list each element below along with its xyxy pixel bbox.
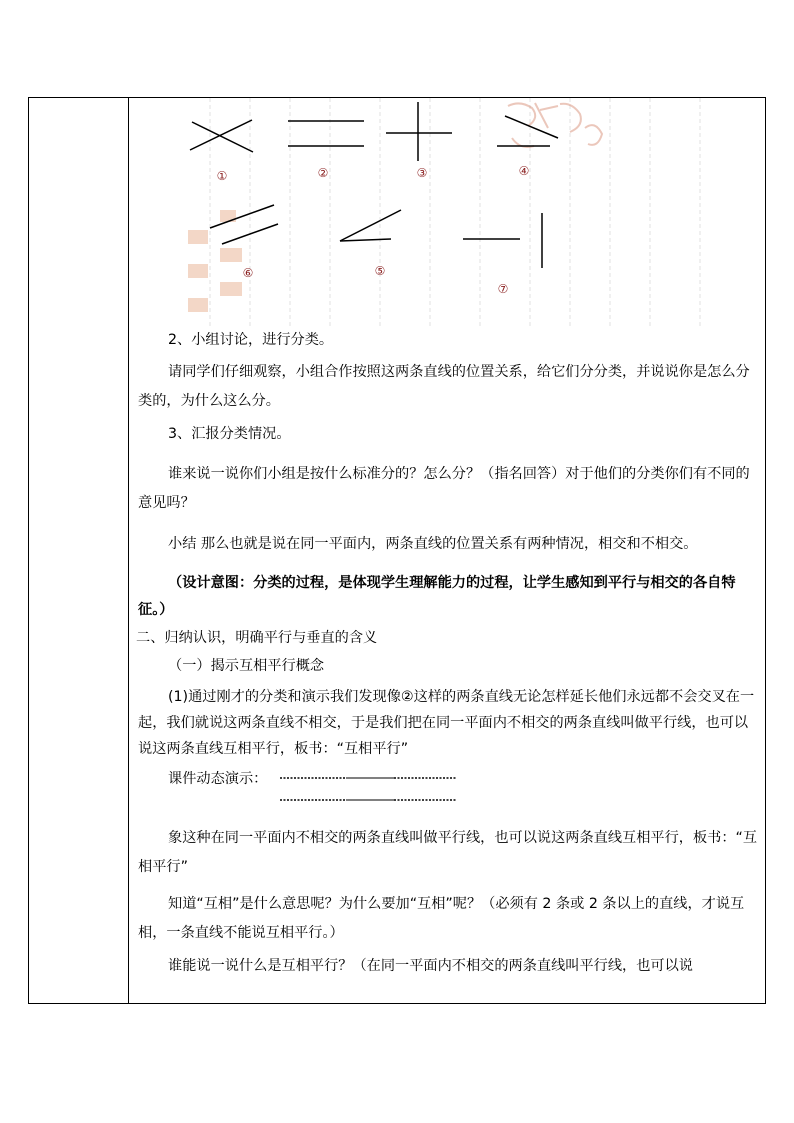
- demo-row: [138, 768, 762, 812]
- pair5-line-a: [340, 210, 401, 241]
- figure-label-7: ⑦: [497, 282, 509, 296]
- para2: 象这种在同一平面内不相交的两条直线叫做平行线，也可以说这两条直线互相平行，板书：“互相平行”: [138, 830, 758, 875]
- step3-text: 谁来说一说你们小组是按什么标准分的？怎么分？（指名回答）对于他们的分类你们有不同的意见吗？: [138, 466, 750, 511]
- parallel-demo-lines: [280, 768, 460, 808]
- para4: 谁能说一说什么是互相平行？（在同一平面内不相交的两条直线叫平行线，也可以说: [168, 958, 693, 974]
- pair1-line-b: [190, 120, 252, 150]
- summary-text: 小结 那么也就是说在同一平面内，两条直线的位置关系有两种情况，相交和不相交。: [168, 536, 698, 552]
- watermark-seal: [508, 103, 602, 147]
- figure-label-6: ⑥: [242, 266, 254, 280]
- pair6-line-a: [210, 205, 274, 228]
- section2-title: 二、归纳认识，明确平行与垂直的含义: [136, 630, 378, 646]
- design-intent: （设计意图：分类的过程，是体现学生理解能力的过程，让学生感知到平行与相交的各自特征。）: [138, 575, 736, 618]
- figure-label-2: ②: [317, 166, 329, 180]
- figure-label-5: ⑤: [374, 264, 386, 278]
- line-position-figure: [140, 98, 760, 326]
- pair5-line-b: [340, 239, 391, 241]
- pair1-line-a: [192, 122, 253, 152]
- figure-label-3: ③: [416, 166, 428, 180]
- table-column-divider: [128, 97, 129, 1004]
- demo-label: 课件动态演示：: [168, 771, 268, 787]
- figure-label-1: ①: [216, 169, 228, 183]
- step3-title: 3、汇报分类情况。: [168, 426, 291, 442]
- line-pairs: [190, 102, 558, 268]
- figure-label-4: ④: [518, 164, 530, 178]
- step2-title: 2、小组讨论，进行分类。: [168, 332, 334, 348]
- lesson-content: [138, 326, 762, 976]
- dashed-guides: [210, 98, 700, 326]
- sub1-title: （一）揭示互相平行概念: [168, 658, 325, 674]
- step2-text: 请同学们仔细观察，小组合作按照这两条直线的位置关系，给它们分分类，并说说你是怎么分类的，为什么这么分。: [138, 364, 750, 409]
- para3: 知道“互相”是什么意思呢？为什么要加“互相”呢？（必须有 2 条或 2 条以上的直线，才说互相，一条直线不能说互相平行。）: [138, 896, 745, 941]
- watermark-stamps: [188, 210, 242, 312]
- para1: (1)通过刚才的分类和演示我们发现像②这样的两条直线无论怎样延长他们永远都不会交叉在一起，我们就说这两条直线不相交，于是我们把在同一平面内不相交的两条直线叫做平行线，也可以说这两条直线互相平行，板书：“互相平行”: [138, 689, 755, 757]
- pair4-line-a: [505, 116, 558, 138]
